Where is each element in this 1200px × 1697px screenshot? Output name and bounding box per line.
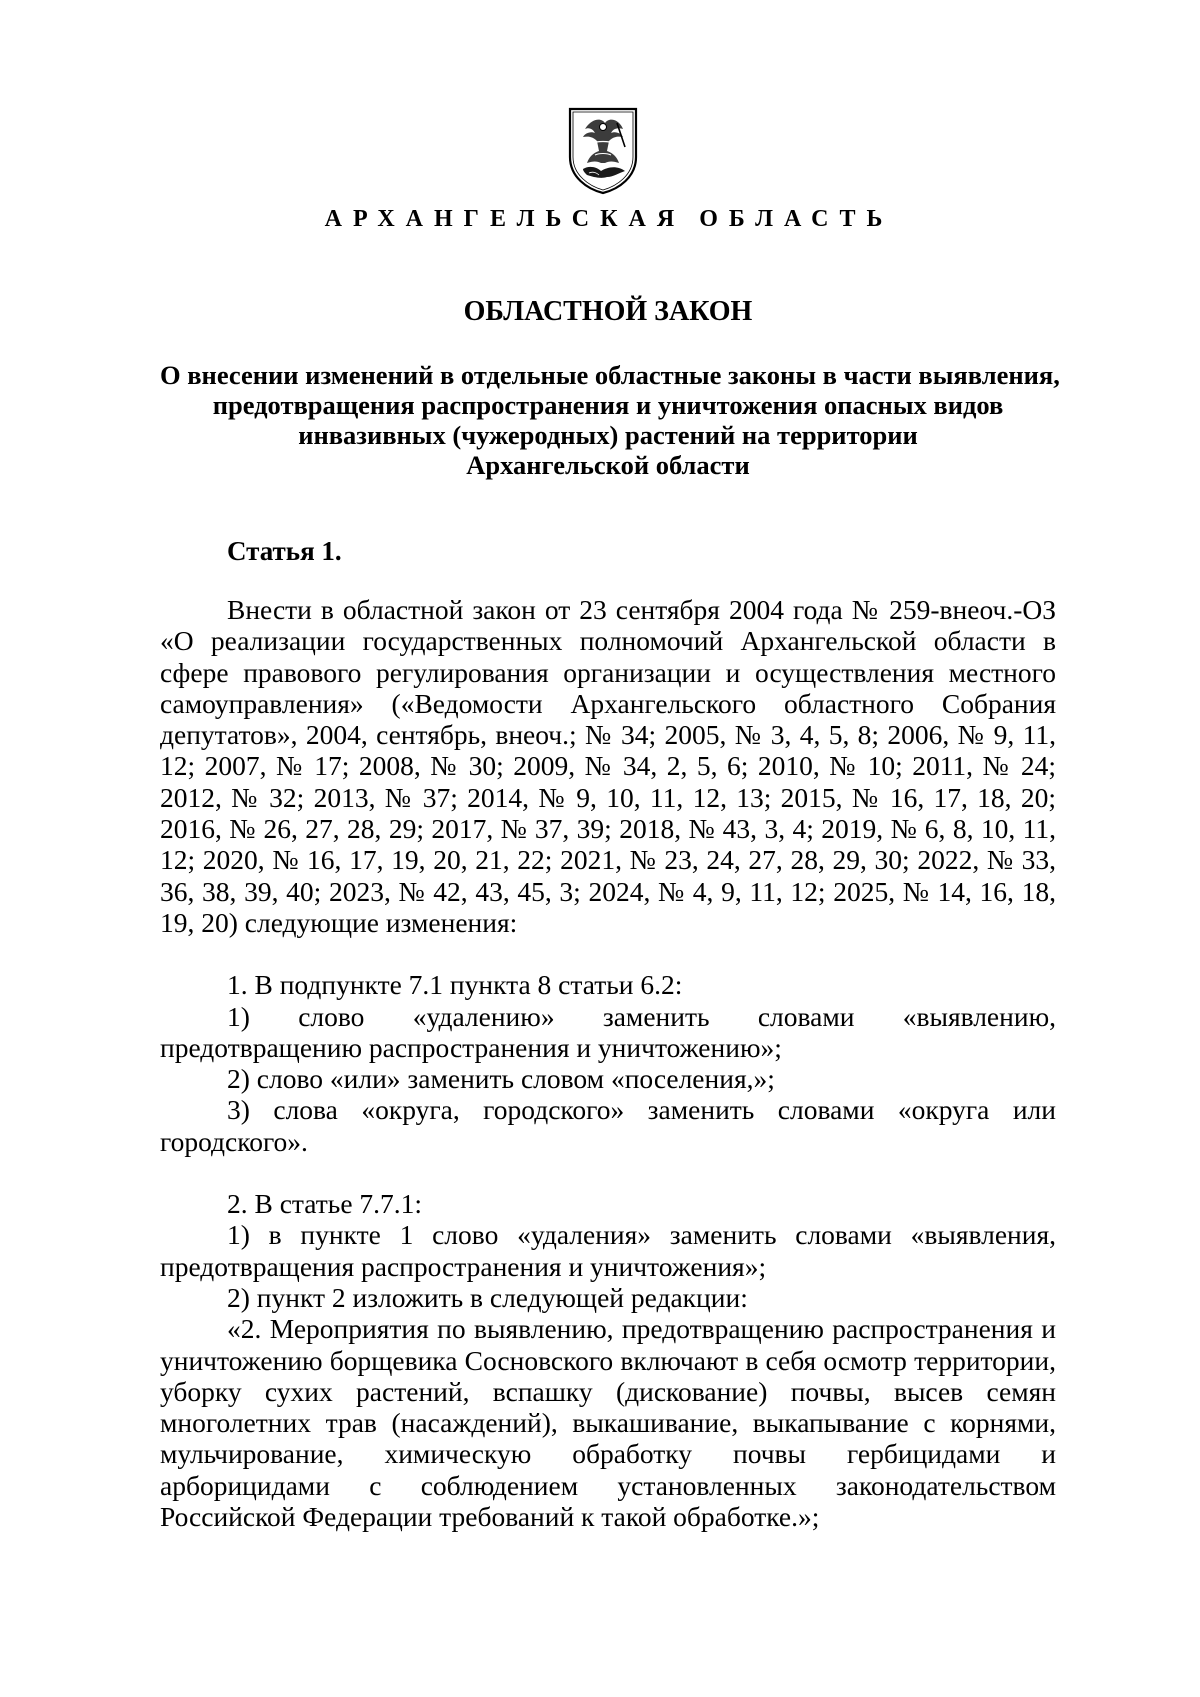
item2-quote: «2. Мероприятия по выявлению, предотвращению распространения и уничтожению борщевика Сосновского включают в себя осмотр территории, уборку сухих растений, вспашку (дискование) почвы, высев семян многолетних трав (насаждений), выкашивание, выкапывание с корнями, мульчирование, химическую обработку почвы гербицидами и арборицидами с соблюдением установленных законодательством Российской Федерации требований к такой обработке.»; (160, 1313, 1056, 1533)
item1-subitem: 2) слово «или» заменить словом «поселения,»; (227, 1063, 775, 1095)
region-name-part2: ОБЛАСТЬ (699, 206, 894, 232)
region-name (0, 206, 1200, 233)
item1-subitem: 1) слово «удалению» заменить словами «выявлению, предотвращению распространения и уничтожению»; (160, 1000, 1056, 1063)
region-name-part1: АРХАНГЕЛЬСКАЯ (324, 206, 686, 232)
item1-heading: 1. В подпункте 7.1 пункта 8 статьи 6.2: (227, 969, 683, 1001)
law-title-line: О внесении изменений в отдельные областные законы в части выявления, (160, 360, 1060, 390)
law-title-line: Архангельской области (466, 450, 750, 480)
item2-subitem: 2) пункт 2 изложить в следующей редакции: (227, 1281, 748, 1313)
law-type-heading: ОБЛАСТНОЙ ЗАКОН (463, 296, 753, 327)
item1-subitem: 3) слова «округа, городского» заменить словами «округа или городского». (160, 1094, 1056, 1157)
item2-subitem: 1) в пункте 1 слово «удаления» заменить словами «выявления, предотвращения распространения и уничтожения»; (160, 1219, 1056, 1282)
intro-paragraph: Внести в областной закон от 23 сентября 2004 года № 259-внеоч.-ОЗ «О реализации государственных полномочий Архангельской области в сфере правового регулирования организации и осуществления местного самоуправления» («Ведомости Архангельского областного Собрания депутатов», 2004, сентябрь, внеоч.; № 34; 2005, № 3, 4, 5, 8; 2006, № 9, 11, 12; 2007, № 17; 2008, № 30; 2009, № 34, 2, 5, 6; 2010, № 10; 2011, № 24; 2012, № 32; 2013, № 37; 2014, № 9, 10, 11, 12, 13; 2015, № 16, 17, 18, 20; 2016, № 26, 27, 28, 29; 2017, № 37, 39; 2018, № 43, 3, 4; 2019, № 6, 8, 10, 11, 12; 2020, № 16, 17, 19, 20, 21, 22; 2021, № 23, 24, 27, 28, 29, 30; 2022, № 33, 36, 38, 39, 40; 2023, № 42, 43, 45, 3; 2024, № 4, 9, 11, 12; 2025, № 14, 16, 18, 19, 20) следующие изменения: (160, 594, 1056, 938)
item2-heading: 2. В статье 7.7.1: (227, 1188, 423, 1220)
law-title-line: инвазивных (чужеродных) растений на территории (298, 420, 918, 450)
article-heading: Статья 1. (227, 536, 342, 566)
law-title-line: предотвращения распространения и уничтожения опасных видов (212, 390, 1004, 420)
law-title (160, 360, 1060, 480)
article-body (160, 594, 1056, 1532)
coat-of-arms-emblem (567, 107, 639, 195)
